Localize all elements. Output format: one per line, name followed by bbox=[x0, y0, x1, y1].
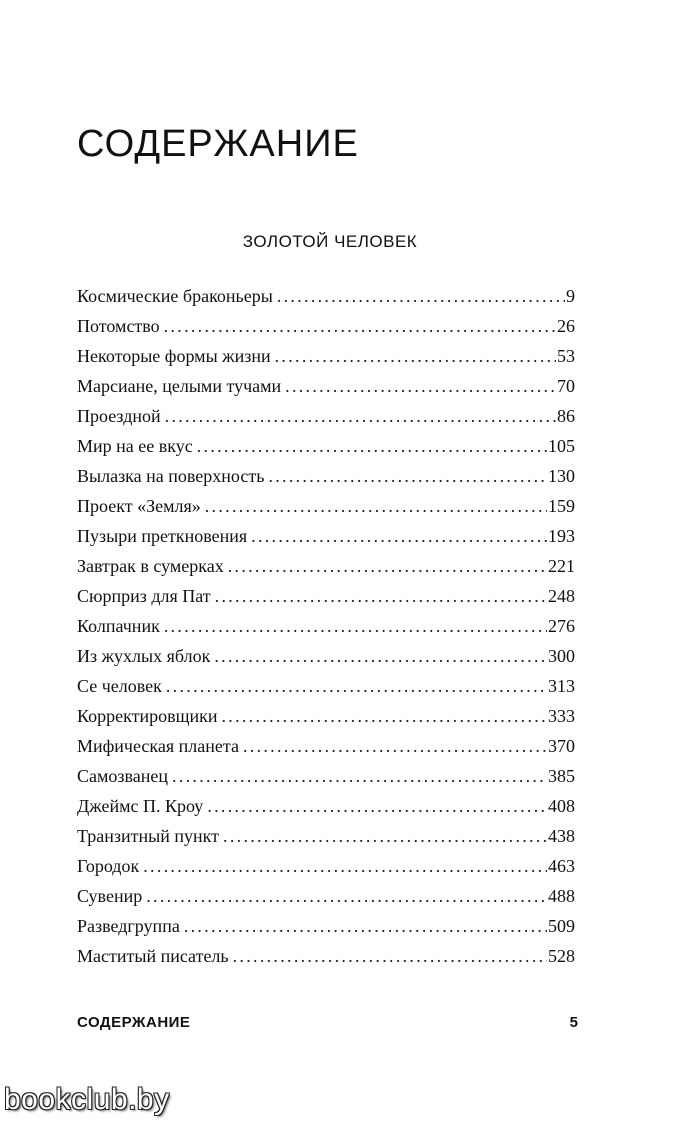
toc-entry-title: Колпачник bbox=[77, 616, 160, 636]
toc-entry-page: 9 bbox=[566, 286, 575, 306]
toc-entry-title: Завтрак в сумерках bbox=[77, 556, 224, 576]
toc-entry bbox=[77, 941, 575, 971]
toc-entry-title: Корректировщики bbox=[77, 706, 218, 726]
toc-entry-page: 221 bbox=[548, 556, 575, 576]
toc-entry-title: Се человек bbox=[77, 676, 162, 696]
toc-entry-page: 528 bbox=[548, 946, 575, 966]
toc-entry bbox=[77, 611, 575, 641]
dot-leader bbox=[184, 911, 547, 941]
dot-leader bbox=[228, 551, 547, 581]
toc-entry-page: 276 bbox=[548, 616, 575, 636]
toc-entry-page: 438 bbox=[548, 826, 575, 846]
dot-leader bbox=[233, 941, 547, 971]
toc-entry bbox=[77, 881, 575, 911]
toc-entry bbox=[77, 701, 575, 731]
toc-entry bbox=[77, 671, 575, 701]
dot-leader bbox=[215, 581, 547, 611]
toc-entry-page: 26 bbox=[557, 316, 575, 336]
toc-entry-page: 509 bbox=[548, 916, 575, 936]
toc-entry-page: 130 bbox=[548, 466, 575, 486]
toc-entry bbox=[77, 491, 575, 521]
toc-entry-page: 193 bbox=[548, 526, 575, 546]
toc-entry-title: Марсиане, целыми тучами bbox=[77, 376, 282, 396]
toc-entry bbox=[77, 341, 575, 371]
watermark: bookclub.by bbox=[4, 1083, 170, 1116]
toc-entry-title: Джеймс П. Кроу bbox=[77, 796, 204, 816]
dot-leader bbox=[243, 731, 547, 761]
toc-entry bbox=[77, 371, 575, 401]
dot-leader bbox=[275, 341, 556, 371]
toc-entry-title: Сувенир bbox=[77, 886, 143, 906]
toc-entry bbox=[77, 311, 575, 341]
toc-entry bbox=[77, 641, 575, 671]
dot-leader bbox=[268, 461, 547, 491]
toc-entry-page: 53 bbox=[557, 346, 575, 366]
toc-entry-title: Мифическая планета bbox=[77, 736, 239, 756]
dot-leader bbox=[207, 791, 547, 821]
toc-entry-title: Пузыри преткновения bbox=[77, 526, 248, 546]
dot-leader bbox=[285, 371, 556, 401]
toc-entry-page: 86 bbox=[557, 406, 575, 426]
dot-leader bbox=[197, 431, 547, 461]
toc-entry-page: 463 bbox=[548, 856, 575, 876]
section-heading: ЗОЛОТОЙ ЧЕЛОВЕК bbox=[242, 232, 418, 251]
dot-leader bbox=[172, 761, 547, 791]
toc-entry-title: Проездной bbox=[77, 406, 161, 426]
dot-leader bbox=[205, 491, 547, 521]
toc-entry bbox=[77, 911, 575, 941]
toc-entry-title: Мир на ее вкус bbox=[77, 436, 193, 456]
page-number: 5 bbox=[569, 1014, 578, 1031]
toc-entry-title: Вылазка на поверхность bbox=[77, 466, 265, 486]
toc-entry-page: 105 bbox=[548, 436, 575, 456]
dot-leader bbox=[166, 671, 547, 701]
dot-leader bbox=[223, 821, 547, 851]
toc-entry-page: 248 bbox=[548, 586, 575, 606]
toc-entry-page: 313 bbox=[548, 676, 575, 696]
dot-leader bbox=[214, 641, 547, 671]
dot-leader bbox=[164, 611, 547, 641]
page-title: СОДЕРЖАНИЕ bbox=[77, 123, 359, 166]
toc-entry-title: Транзитный пункт bbox=[77, 826, 220, 846]
toc-entry-title: Сюрприз для Пат bbox=[77, 586, 211, 606]
toc-entry bbox=[77, 551, 575, 581]
toc-list bbox=[77, 281, 575, 971]
toc-entry bbox=[77, 581, 575, 611]
toc-entry-title: Некоторые формы жизни bbox=[77, 346, 271, 366]
toc-entry bbox=[77, 731, 575, 761]
toc-entry bbox=[77, 401, 575, 431]
dot-leader bbox=[165, 401, 556, 431]
toc-entry bbox=[77, 461, 575, 491]
toc-entry-page: 385 bbox=[548, 766, 575, 786]
dot-leader bbox=[221, 701, 547, 731]
toc-entry-page: 370 bbox=[548, 736, 575, 756]
toc-entry-title: Маститый писатель bbox=[77, 946, 229, 966]
toc-entry bbox=[77, 761, 575, 791]
toc-entry bbox=[77, 281, 575, 311]
toc-entry-title: Самозванец bbox=[77, 766, 169, 786]
toc-entry-title: Городок bbox=[77, 856, 140, 876]
toc-entry-page: 488 bbox=[548, 886, 575, 906]
toc-entry-page: 300 bbox=[548, 646, 575, 666]
dot-leader bbox=[143, 851, 547, 881]
dot-leader bbox=[251, 521, 547, 551]
toc-entry-title: Потомство bbox=[77, 316, 160, 336]
toc-entry bbox=[77, 431, 575, 461]
dot-leader bbox=[146, 881, 547, 911]
toc-entry-title: Из жухлых яблок bbox=[77, 646, 211, 666]
toc-entry-title: Космические браконьеры bbox=[77, 286, 273, 306]
toc-entry bbox=[77, 821, 575, 851]
toc-entry-page: 333 bbox=[548, 706, 575, 726]
toc-entry-page: 408 bbox=[548, 796, 575, 816]
toc-entry bbox=[77, 851, 575, 881]
dot-leader bbox=[164, 311, 556, 341]
toc-entry-page: 159 bbox=[548, 496, 575, 516]
toc-entry-page: 70 bbox=[557, 376, 575, 396]
toc-entry-title: Проект «Земля» bbox=[77, 496, 201, 516]
running-footer-label: СОДЕРЖАНИЕ bbox=[77, 1014, 191, 1031]
dot-leader bbox=[277, 281, 565, 311]
toc-entry bbox=[77, 791, 575, 821]
toc-entry bbox=[77, 521, 575, 551]
toc-entry-title: Разведгруппа bbox=[77, 916, 180, 936]
